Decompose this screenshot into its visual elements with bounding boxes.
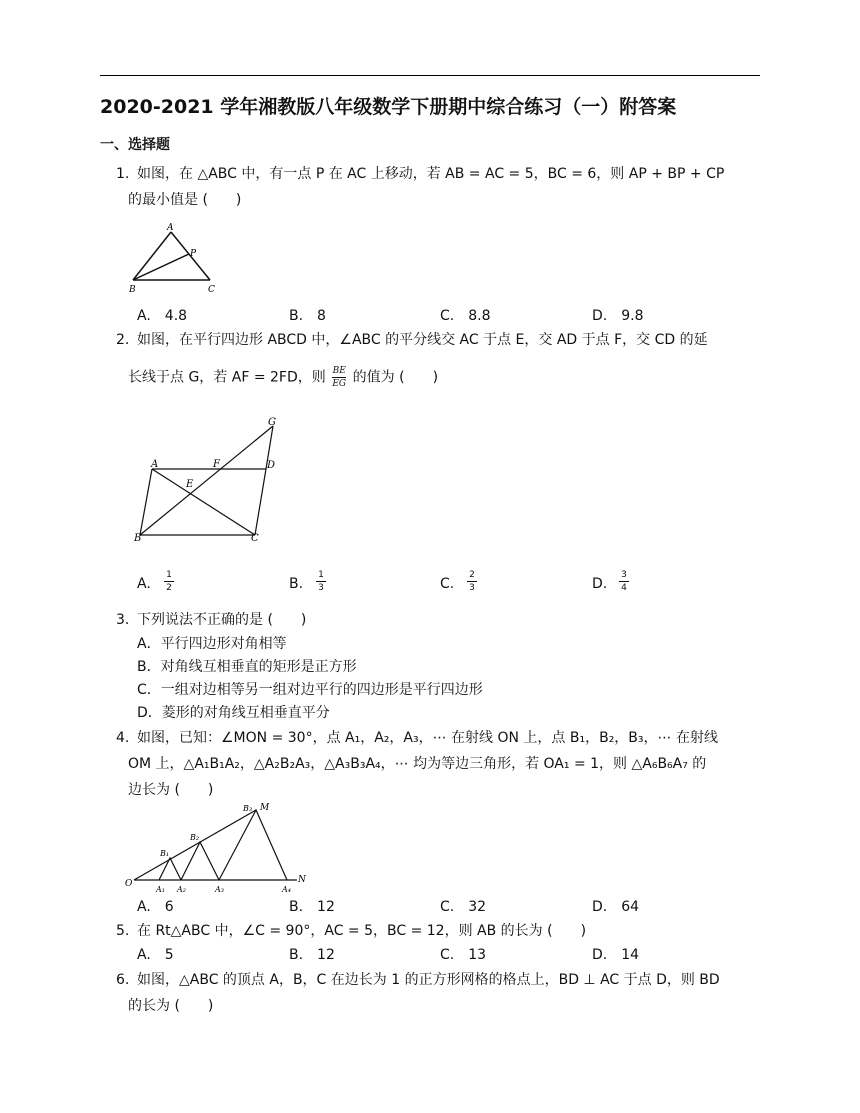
question-5-number: 5.: [116, 923, 130, 939]
question-2-option-d-denominator: 4: [621, 583, 627, 593]
question-4-text-line2: OM 上，△A₁B₁A₂，△A₂B₂A₃，△A₃B₃A₄，⋯ 均为等边三角形，若 OA₁ = 1，则 △A₆B₆A₇ 的: [128, 756, 707, 772]
fig4-label-b1: B₁: [160, 849, 170, 858]
question-4-number: 4.: [116, 730, 130, 746]
question-2-option-b-numerator: 1: [318, 570, 324, 580]
question-4-text-line1: 如图，已知：∠MON = 30°，点 A₁，A₂，A₃，⋯ 在射线 ON 上，点 B₁，B₂，B₃，⋯ 在射线: [137, 730, 718, 746]
question-5-option-c[interactable]: C. 13: [440, 947, 487, 963]
question-1-figure: [125, 220, 225, 296]
question-2-fraction: [332, 366, 346, 389]
question-2-option-a-letter[interactable]: A.: [137, 576, 151, 592]
question-2-option-a-denominator: 2: [166, 583, 172, 593]
question-1-option-c[interactable]: C. 8.8: [440, 308, 491, 324]
fig1-label-a: A: [167, 223, 174, 233]
question-5-option-b[interactable]: B. 12: [289, 947, 335, 963]
question-3-choice-b[interactable]: B．对角线互相垂直的矩形是正方形: [137, 659, 357, 675]
fig4-label-o: O: [125, 879, 133, 889]
fig1-label-c: C: [208, 285, 215, 295]
question-1-option-b[interactable]: B. 8: [289, 308, 326, 324]
question-4-figure: [122, 800, 322, 895]
section-heading: 一、选择题: [100, 137, 170, 153]
fig4-label-a1: A₁: [156, 885, 165, 894]
question-2-text-line2-start: 长线于点 G，若 AF = 2FD，则: [128, 369, 326, 386]
question-4-option-a[interactable]: A. 6: [137, 899, 174, 915]
question-6-text-line2: 的长为 ( ): [128, 998, 214, 1014]
question-2-option-c-numerator: 2: [469, 570, 475, 580]
question-2-text-line1: 如图，在平行四边形 ABCD 中，∠ABC 的平分线交 AC 于点 E，交 AD 于点 F，交 CD 的延: [137, 332, 708, 348]
question-1-text-line1: 如图，在 △ABC 中，有一点 P 在 AC 上移动，若 AB = AC = 5，BC = 6，则 AP + BP + CP: [137, 166, 725, 182]
fig4-label-m: M: [260, 803, 270, 813]
fig2-label-e: E: [186, 479, 194, 490]
header-rule: [100, 75, 760, 76]
fig4-label-a3: A₃: [215, 885, 224, 894]
question-3-choice-d[interactable]: D．菱形的对角线互相垂直平分: [137, 705, 330, 721]
question-4-option-d[interactable]: D. 64: [592, 899, 640, 915]
fig2-label-d: D: [267, 460, 276, 471]
question-2-option-d-numerator: 3: [621, 570, 627, 580]
question-3-text-line1: 下列说法不正确的是 ( ): [137, 612, 307, 628]
question-5-option-d[interactable]: D. 14: [592, 947, 640, 963]
question-1-number: 1.: [116, 166, 130, 182]
question-2-option-d-letter[interactable]: D.: [592, 576, 608, 592]
fig2-label-a: A: [151, 459, 159, 470]
question-2-option-c-letter[interactable]: C.: [440, 576, 455, 592]
question-3-choice-c[interactable]: C．一组对边相等另一组对边平行的四边形是平行四边形: [137, 682, 483, 698]
question-2-option-b-fraction[interactable]: [316, 570, 326, 593]
question-4-text-line3: 边长为 ( ): [128, 782, 214, 798]
question-4-option-c[interactable]: C. 32: [440, 899, 487, 915]
question-2-option-b-denominator: 3: [318, 583, 324, 593]
fig4-label-a2: A₂: [177, 885, 186, 894]
question-5-option-a[interactable]: A. 5: [137, 947, 174, 963]
fig4-label-n: N: [298, 875, 306, 885]
question-2-fraction-numerator: BE: [332, 366, 346, 376]
question-2-option-d-fraction[interactable]: [619, 570, 629, 593]
question-2-figure: [130, 410, 290, 550]
question-5-text-line1: 在 Rt△ABC 中，∠C = 90°，AC = 5，BC = 12，则 AB 的长为 ( ): [137, 923, 587, 939]
fig2-label-b: B: [134, 533, 142, 544]
question-2-option-c-denominator: 3: [469, 583, 475, 593]
question-6-number: 6.: [116, 972, 130, 988]
question-2-option-c-fraction[interactable]: [467, 570, 477, 593]
question-3-number: 3.: [116, 612, 130, 628]
fig4-label-b3: B₃: [243, 804, 253, 813]
fig4-label-a4: A₄: [282, 885, 291, 894]
question-2-option-a-fraction[interactable]: [164, 570, 174, 593]
fig1-label-b: B: [129, 285, 136, 295]
question-1-text-line2: 的最小值是 ( ): [128, 192, 242, 208]
fig2-label-c: C: [251, 533, 259, 544]
question-2-option-b-letter[interactable]: B.: [289, 576, 304, 592]
page-title: 2020-2021 学年湘教版八年级数学下册期中综合练习（一）附答案: [100, 96, 677, 118]
question-2-text-line2: [128, 366, 438, 389]
fig1-label-p: P: [190, 249, 197, 259]
fig2-label-f: F: [213, 459, 220, 470]
question-1-option-a[interactable]: A. 4.8: [137, 308, 188, 324]
question-2-option-a-numerator: 1: [166, 570, 172, 580]
question-3-choice-a[interactable]: A．平行四边形对角相等: [137, 636, 287, 652]
fig2-label-g: G: [268, 417, 276, 428]
question-2-fraction-denominator: EG: [332, 379, 347, 389]
question-2-number: 2.: [116, 332, 130, 348]
question-6-text-line1: 如图，△ABC 的顶点 A，B，C 在边长为 1 的正方形网格的格点上，BD ⊥ AC 于点 D，则 BD: [137, 972, 720, 988]
question-2-text-line2-end: 的值为 ( ): [352, 369, 439, 386]
fig4-label-b2: B₂: [190, 833, 200, 842]
question-4-option-b[interactable]: B. 12: [289, 899, 335, 915]
question-1-option-d[interactable]: D. 9.8: [592, 308, 644, 324]
